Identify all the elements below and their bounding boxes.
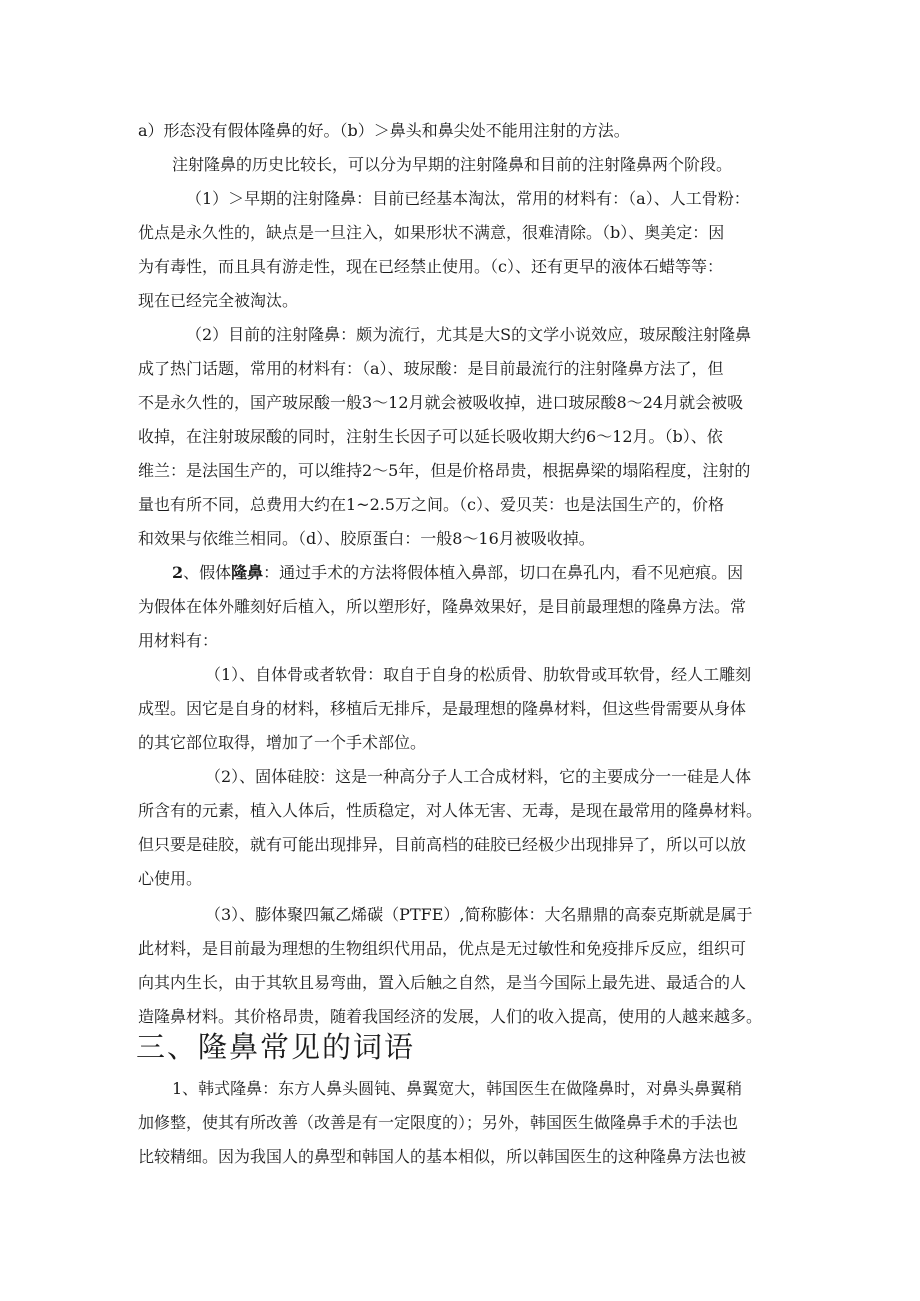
paragraph-line: （2）目前的注射隆鼻：颇为流行，尤其是大S的文学小说效应，玻尿酸注射隆鼻	[186, 325, 752, 344]
paragraph-line: 成型。因它是自身的材料，移植后无排斥，是最理想的隆鼻材料，但这些骨需要从身体	[138, 699, 747, 718]
section-number: 2	[172, 563, 184, 582]
paragraph-line: 量也有所不同，总费用大约在1~2.5万之间。（c）、爱贝芙：也是法国生产的，价格	[138, 495, 724, 514]
paragraph-line: 现在已经完全被淘汰。	[138, 291, 299, 310]
paragraph-line: 比较精细。因为我国人的鼻型和韩国人的基本相似，所以韩国医生的这种隆鼻方法也被	[138, 1147, 747, 1166]
paragraph-line: 向其内生长，由于其软且易弯曲，置入后触之自然，是当今国际上最先进、最适合的人	[138, 973, 747, 992]
paragraph-line: 加修整，使其有所改善（改善是有一定限度的）；另外，韩国医生做隆鼻手术的手法也	[138, 1113, 739, 1132]
section-heading: 三、隆鼻常见的词语	[136, 1030, 416, 1064]
section-label: 、假体	[183, 563, 232, 582]
paragraph-line: 此材料，是目前最为理想的生物组织代用品，优点是无过敏性和免疫排斥反应，组织可	[138, 939, 747, 958]
paragraph-line: 所含有的元素，植入人体后，性质稳定，对人体无害、无毒，是现在最常用的隆鼻材料。	[138, 801, 763, 820]
paragraph-line: （2）、固体硅胶：这是一种高分子人工合成材料，它的主要成分一一硅是人体	[205, 767, 752, 786]
paragraph-line: 1、韩式隆鼻：东方人鼻头圆钝、鼻翼宽大，韩国医生在做隆鼻时，对鼻头鼻翼稍	[172, 1079, 743, 1098]
paragraph-line: 收掉，在注射玻尿酸的同时，注射生长因子可以延长吸收期大约6～12月。（b）、依	[138, 427, 723, 446]
paragraph-line: 注射隆鼻的历史比较长，可以分为早期的注射隆鼻和目前的注射隆鼻两个阶段。	[172, 155, 733, 174]
paragraph-line: a）形态没有假体隆鼻的好。（b）＞鼻头和鼻尖处不能用注射的方法。	[138, 121, 630, 140]
paragraph-line: 用材料有：	[138, 631, 219, 650]
paragraph-line: 造隆鼻材料。其价格昂贵，随着我国经济的发展，人们的收入提高，使用的人越来越多。	[138, 1007, 763, 1026]
paragraph-line: 心使用。	[138, 869, 203, 888]
paragraph-line: 不是永久性的，国产玻尿酸一般3～12月就会被吸收掉，进口玻尿酸8～24月就会被吸	[138, 393, 744, 412]
section-2-line	[172, 563, 743, 583]
section-text: ：通过手术的方法将假体植入鼻部，切口在鼻孔内，看不见疤痕。因	[263, 563, 744, 582]
paragraph-line: 但只要是硅胶，就有可能出现排异，目前高档的硅胶已经极少出现排异了，所以可以放	[138, 835, 747, 854]
section-keyword: 隆鼻	[231, 563, 264, 582]
paragraph-line: 维兰：是法国生产的，可以维持2～5年，但是价格昂贵，根据鼻梁的塌陷程度，注射的	[138, 461, 751, 480]
paragraph-line: 为有毒性，而且具有游走性，现在已经禁止使用。（c）、还有更早的液体石蜡等等：	[138, 257, 723, 276]
paragraph-line: （1）＞早期的注射隆鼻：目前已经基本淘汰，常用的材料有：（a）、人工骨粉：	[186, 189, 750, 208]
paragraph-line: 和效果与依维兰相同。（d）、胶原蛋白：一般8～16月被吸收掉。	[138, 529, 595, 548]
paragraph-line: （1）、自体骨或者软骨：取自于自身的松质骨、肋软骨或耳软骨，经人工雕刻	[205, 665, 752, 684]
paragraph-line: 成了热门话题，常用的材料有：（a）、玻尿酸：是目前最流行的注射隆鼻方法了，但	[138, 359, 724, 378]
paragraph-line: 优点是永久性的，缺点是一旦注入，如果形状不满意，很难清除。（b）、奥美定：因	[138, 223, 725, 242]
paragraph-line: 的其它部位取得，增加了一个手术部位。	[138, 733, 427, 752]
paragraph-line: （3）、膨体聚四氟乙烯碳（PTFE）,简称膨体：大名鼎鼎的高泰克斯就是属于	[205, 905, 753, 924]
paragraph-line: 为假体在体外雕刻好后植入，所以塑形好，隆鼻效果好，是目前最理想的隆鼻方法。常	[138, 597, 747, 616]
